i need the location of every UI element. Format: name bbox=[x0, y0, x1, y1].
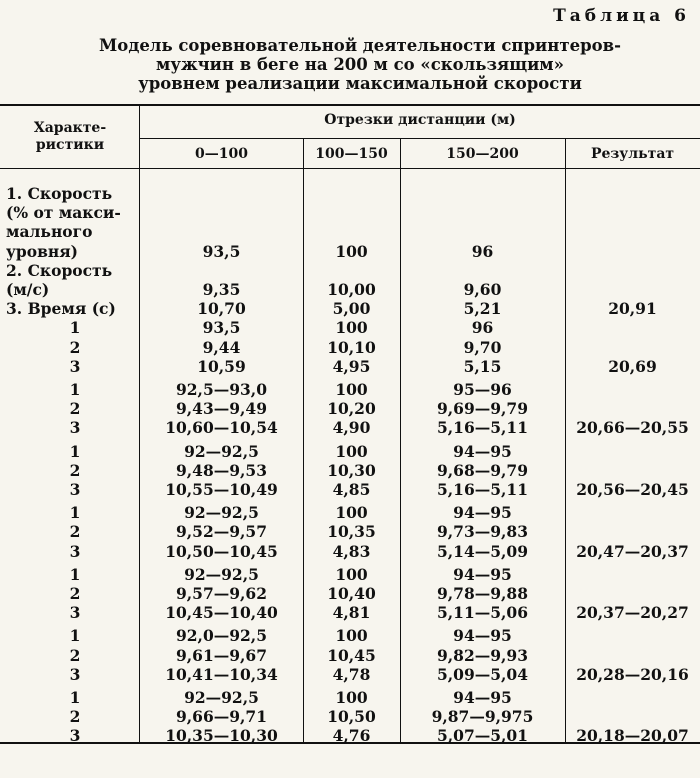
table-cell: 20,69 bbox=[608, 356, 657, 376]
table-cell: 96 bbox=[471, 241, 494, 261]
row-label: 3 bbox=[69, 418, 81, 438]
header-sub-rule bbox=[140, 138, 700, 139]
table-cell: 10,50 bbox=[327, 707, 376, 727]
table-cell: 4,83 bbox=[332, 541, 371, 561]
table-row bbox=[0, 399, 700, 418]
caption-line: уровнем реализации максимальной скорости bbox=[138, 74, 582, 93]
table-row bbox=[0, 184, 700, 203]
row-label: 3 bbox=[69, 603, 81, 623]
row-label: 3 bbox=[69, 726, 81, 746]
table-cell: 9,60 bbox=[463, 280, 502, 299]
table-caption bbox=[60, 36, 660, 93]
table-row bbox=[0, 726, 700, 745]
table-cell: 20,37—20,27 bbox=[576, 603, 689, 623]
table-cell: 20,18—20,07 bbox=[576, 726, 689, 746]
table-row bbox=[0, 261, 700, 280]
table-cell: 4,95 bbox=[332, 356, 371, 376]
table-cell: 5,07—5,01 bbox=[436, 726, 528, 746]
table-cell: 10,40 bbox=[327, 584, 376, 603]
table-cell: 100 bbox=[335, 503, 368, 523]
table-cell: 100 bbox=[335, 241, 368, 261]
table-cell: 10,59 bbox=[197, 356, 246, 376]
row-label: 1 bbox=[69, 503, 81, 523]
table-row bbox=[0, 688, 700, 707]
table-cell: 93,5 bbox=[202, 241, 241, 261]
table-cell: 92—92,5 bbox=[184, 688, 259, 707]
table-cell: 10,00 bbox=[327, 280, 376, 299]
table-row bbox=[0, 646, 700, 665]
row-label: 2 bbox=[69, 584, 81, 603]
header-col-100-150: 100—150 bbox=[315, 146, 388, 162]
table-row bbox=[0, 461, 700, 480]
row-label: 3 bbox=[69, 541, 81, 561]
table-cell: 10,10 bbox=[327, 337, 376, 357]
table-cell: 92,0—92,5 bbox=[175, 626, 267, 646]
table-cell: 93,5 bbox=[202, 318, 241, 338]
table-row bbox=[0, 380, 700, 399]
table-cell: 20,91 bbox=[608, 299, 657, 319]
table-cell: 92—92,5 bbox=[184, 503, 259, 523]
table-cell: 5,00 bbox=[332, 299, 371, 319]
table-cell: 9,69—9,79 bbox=[436, 399, 528, 419]
table-cell: 5,11—5,06 bbox=[436, 603, 528, 623]
table-row bbox=[0, 665, 700, 684]
table-cell: 5,16—5,11 bbox=[436, 480, 528, 499]
table-row bbox=[0, 522, 700, 541]
table-cell: 5,15 bbox=[463, 356, 502, 376]
table-top-rule bbox=[0, 104, 700, 106]
table-row bbox=[0, 280, 700, 299]
table-cell: 5,14—5,09 bbox=[436, 541, 528, 561]
table-cell: 20,56—20,45 bbox=[576, 480, 689, 499]
table-cell: 4,90 bbox=[332, 418, 371, 438]
table-cell: 9,73—9,83 bbox=[436, 522, 528, 542]
table-row bbox=[0, 584, 700, 603]
table-cell: 10,35—10,30 bbox=[165, 726, 278, 746]
table-cell: 10,41—10,34 bbox=[165, 664, 278, 684]
table-cell: 94—95 bbox=[453, 441, 512, 461]
row-label: (м/с) bbox=[6, 280, 50, 299]
row-label: 1 bbox=[69, 380, 81, 399]
data-table bbox=[0, 104, 700, 744]
row-label: 3 bbox=[69, 480, 81, 499]
row-label: 2 bbox=[69, 707, 81, 727]
table-cell: 100 bbox=[335, 564, 368, 584]
table-cell: 10,35 bbox=[327, 522, 376, 542]
table-cell: 9,61—9,67 bbox=[175, 645, 267, 665]
row-label: уровня) bbox=[6, 241, 78, 261]
table-row bbox=[0, 503, 700, 522]
header-col-0-100: 0—100 bbox=[195, 146, 248, 162]
row-label: 3 bbox=[69, 664, 81, 684]
table-cell: 10,20 bbox=[327, 399, 376, 419]
table-cell: 9,48—9,53 bbox=[175, 460, 267, 480]
table-cell: 100 bbox=[335, 380, 368, 399]
table-cell: 96 bbox=[471, 318, 494, 338]
row-label: (% от макси- bbox=[6, 203, 121, 223]
table-cell: 4,81 bbox=[332, 603, 371, 623]
table-row bbox=[0, 357, 700, 376]
table-row bbox=[0, 418, 700, 437]
table-cell: 4,85 bbox=[332, 480, 371, 499]
row-label: 2 bbox=[69, 399, 81, 419]
row-label: 1. Скорость bbox=[6, 184, 113, 203]
table-row bbox=[0, 626, 700, 645]
header-col-150-200: 150—200 bbox=[446, 146, 519, 162]
table-row bbox=[0, 603, 700, 622]
row-label: 3 bbox=[69, 356, 81, 376]
table-cell: 92—92,5 bbox=[184, 441, 259, 461]
table-cell: 92,5—93,0 bbox=[175, 380, 267, 399]
row-label: 2 bbox=[69, 460, 81, 480]
table-cell: 92—92,5 bbox=[184, 564, 259, 584]
table-cell: 9,68—9,79 bbox=[436, 460, 528, 480]
table-cell: 9,82—9,93 bbox=[436, 645, 528, 665]
header-col-result: Результат bbox=[590, 146, 675, 162]
table-cell: 10,45 bbox=[327, 645, 376, 665]
table-row bbox=[0, 542, 700, 561]
table-cell: 10,30 bbox=[327, 460, 376, 480]
table-cell: 9,35 bbox=[202, 280, 241, 299]
row-label: 2 bbox=[69, 645, 81, 665]
table-cell: 5,09—5,04 bbox=[436, 664, 528, 684]
table-cell: 4,76 bbox=[332, 726, 371, 746]
table-cell: 4,78 bbox=[332, 664, 371, 684]
row-label: 1 bbox=[69, 688, 81, 707]
caption-line: мужчин в беге на 200 м со «скользящим» bbox=[156, 55, 564, 74]
table-cell: 10,50—10,45 bbox=[165, 541, 278, 561]
row-label: 3. Время (с) bbox=[6, 299, 116, 319]
table-cell: 9,78—9,88 bbox=[436, 584, 528, 603]
table-cell: 5,16—5,11 bbox=[436, 418, 528, 438]
table-cell: 100 bbox=[335, 688, 368, 707]
header-bottom-rule bbox=[0, 168, 700, 169]
table-cell: 20,47—20,37 bbox=[576, 541, 689, 561]
table-cell: 95—96 bbox=[453, 380, 512, 399]
table-row bbox=[0, 222, 700, 241]
table-cell: 94—95 bbox=[453, 503, 512, 523]
table-row bbox=[0, 299, 700, 318]
table-cell: 100 bbox=[335, 626, 368, 646]
table-number-label: Таблица 6 bbox=[553, 6, 690, 26]
row-label: мального bbox=[6, 222, 93, 242]
header-characteristics: Характе- ристики bbox=[33, 120, 107, 153]
row-label: 2 bbox=[69, 337, 81, 357]
table-row bbox=[0, 242, 700, 261]
table-cell: 9,44 bbox=[202, 337, 241, 357]
table-row bbox=[0, 480, 700, 499]
table-cell: 10,45—10,40 bbox=[165, 603, 278, 623]
row-label: 1 bbox=[69, 441, 81, 461]
table-row bbox=[0, 707, 700, 726]
table-cell: 9,43—9,49 bbox=[175, 399, 267, 419]
table-cell: 20,66—20,55 bbox=[576, 418, 689, 438]
table-row bbox=[0, 318, 700, 337]
table-row bbox=[0, 442, 700, 461]
table-cell: 100 bbox=[335, 441, 368, 461]
table-cell: 94—95 bbox=[453, 688, 512, 707]
table-cell: 100 bbox=[335, 318, 368, 338]
table-cell: 10,55—10,49 bbox=[165, 480, 278, 499]
table-cell: 10,60—10,54 bbox=[165, 418, 278, 438]
table-cell: 9,70 bbox=[463, 337, 502, 357]
table-row bbox=[0, 565, 700, 584]
table-cell: 9,52—9,57 bbox=[175, 522, 267, 542]
table-cell: 10,70 bbox=[197, 299, 246, 319]
table-cell: 20,28—20,16 bbox=[576, 664, 689, 684]
table-cell: 9,87—9,975 bbox=[431, 707, 534, 727]
caption-line: Модель соревновательной деятельности спринтеров- bbox=[99, 36, 621, 55]
table-cell: 94—95 bbox=[453, 564, 512, 584]
row-label: 2 bbox=[69, 522, 81, 542]
header-segments: Отрезки дистанции (м) bbox=[324, 112, 516, 128]
row-label: 1 bbox=[69, 564, 81, 584]
row-label: 1 bbox=[69, 626, 81, 646]
table-cell: 9,57—9,62 bbox=[175, 584, 267, 603]
row-label: 2. Скорость bbox=[6, 260, 113, 280]
table-row bbox=[0, 203, 700, 222]
table-row bbox=[0, 338, 700, 357]
table-cell: 9,66—9,71 bbox=[175, 707, 267, 727]
table-cell: 94—95 bbox=[453, 626, 512, 646]
table-cell: 5,21 bbox=[463, 299, 502, 319]
row-label: 1 bbox=[69, 318, 81, 338]
